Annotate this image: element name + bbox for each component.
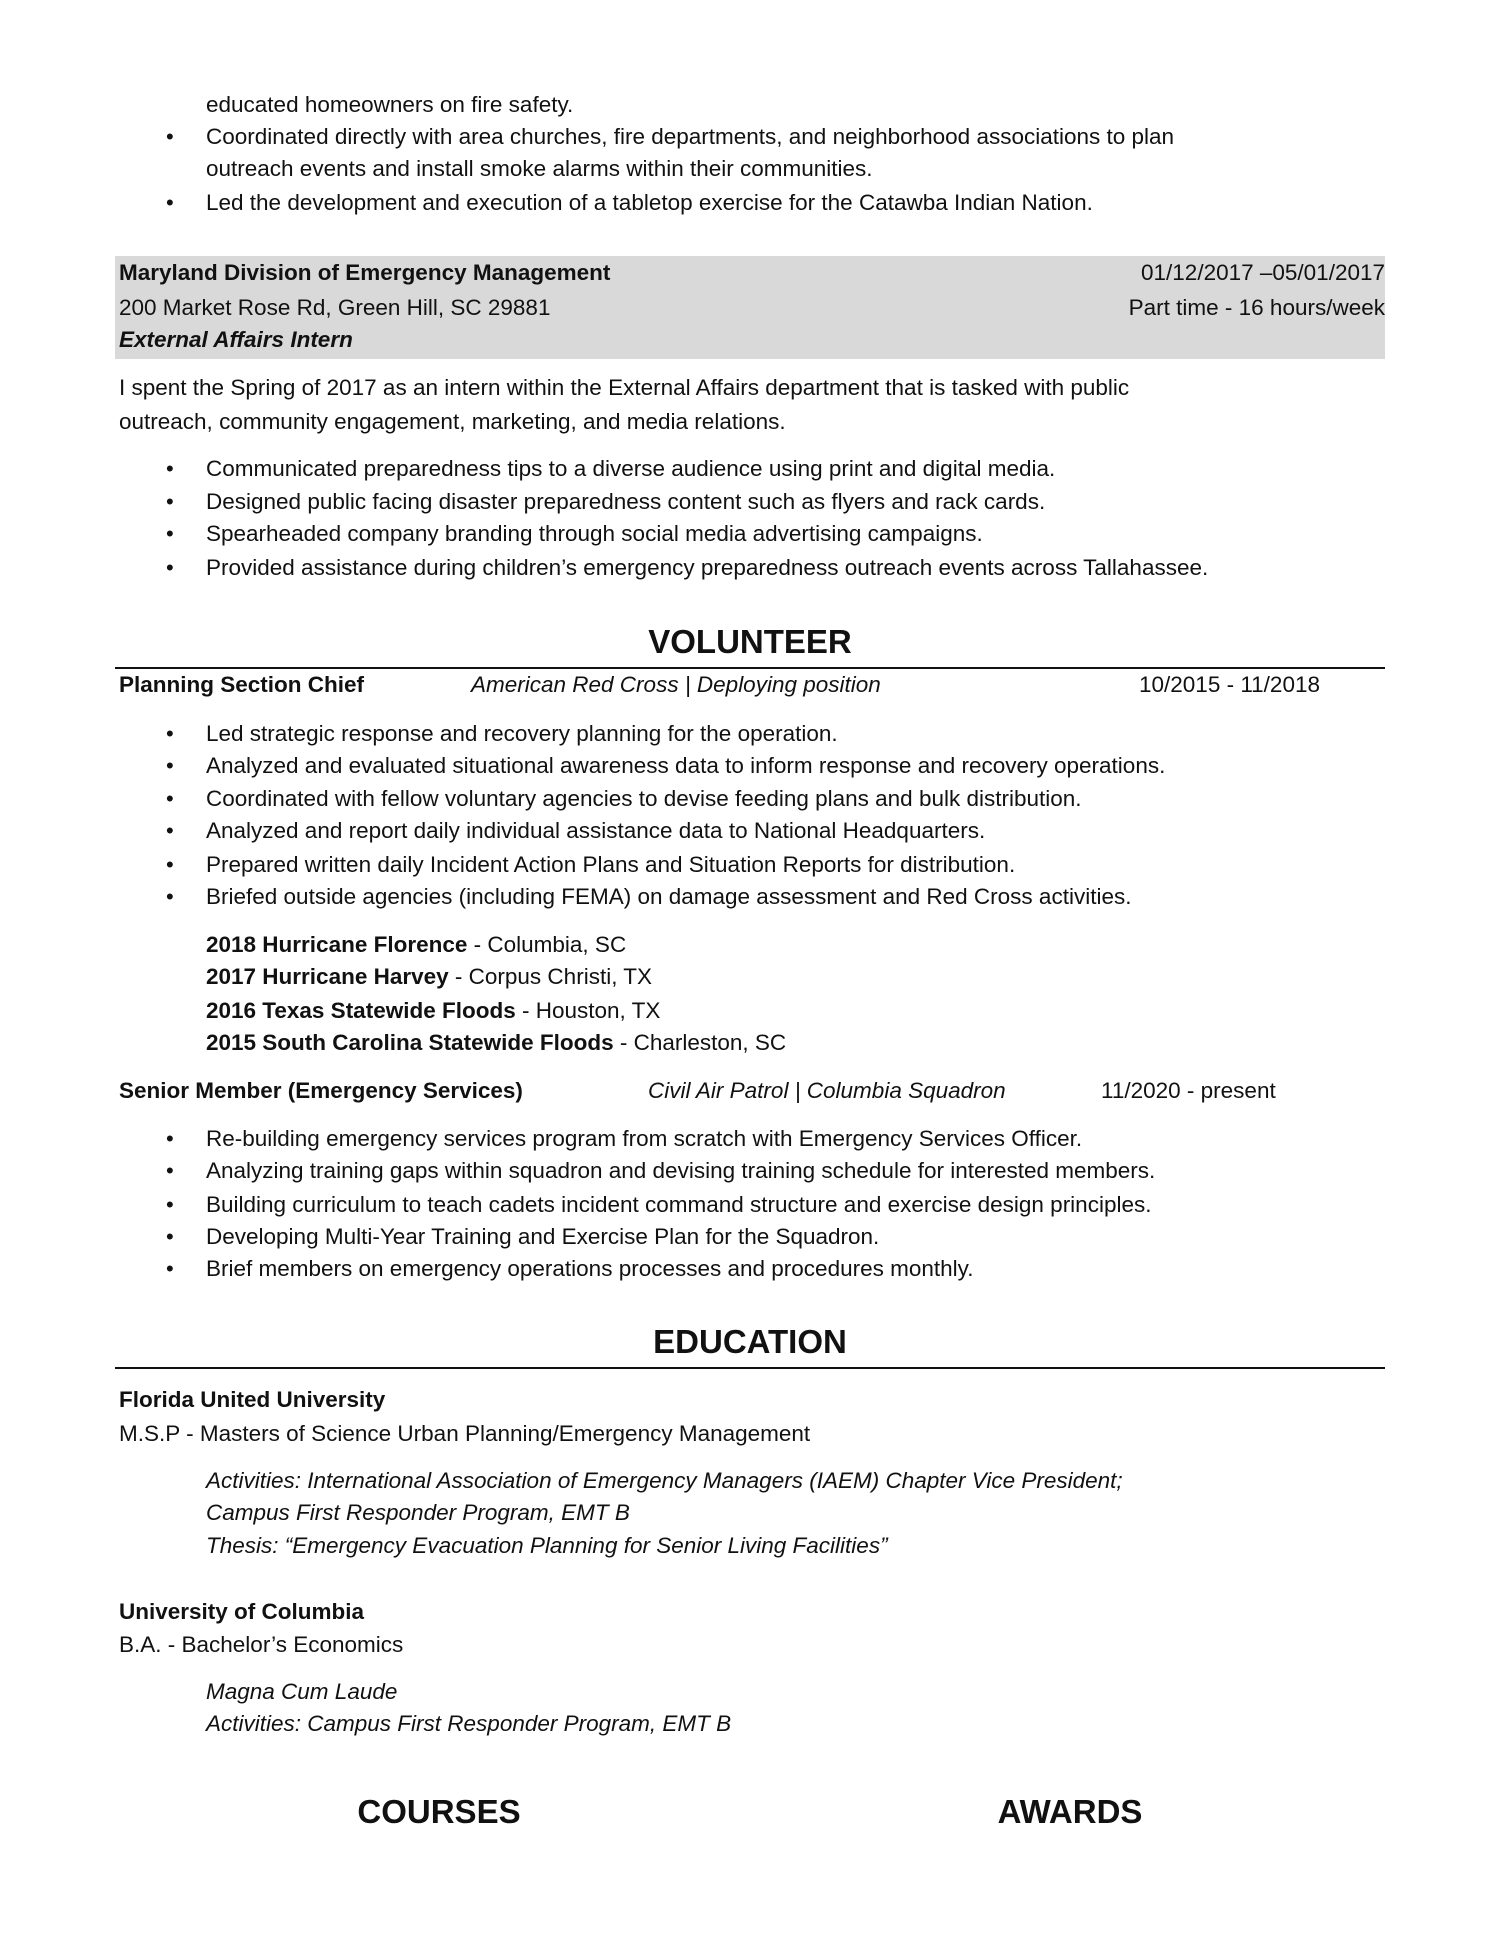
bullet-icon: •	[166, 190, 174, 215]
school-degree: B.A. - Bachelor’s Economics	[119, 1632, 404, 1657]
role-dates: 10/2015 - 11/2018	[1139, 672, 1320, 697]
bullet-text: Prepared written daily Incident Action Plans and Situation Reports for distribution.	[206, 852, 1016, 877]
job-title: External Affairs Intern	[119, 327, 353, 352]
job-dates: 01/12/2017 –05/01/2017	[1141, 260, 1385, 285]
school-name: Florida United University	[119, 1387, 386, 1412]
school-note: Activities: International Association of Emergency Managers (IAEM) Chapter Vice President;	[206, 1468, 1123, 1493]
role-org: Civil Air Patrol | Columbia Squadron	[648, 1078, 1006, 1103]
bullet-text: Coordinated directly with area churches, fire departments, and neighborhood associations to plan	[206, 124, 1175, 149]
school-note: Campus First Responder Program, EMT B	[206, 1500, 630, 1525]
bullet-icon: •	[166, 1158, 174, 1183]
deployment	[206, 1027, 786, 1059]
bullet-icon: •	[166, 786, 174, 811]
school-note: Activities: Campus First Responder Program, EMT B	[206, 1711, 732, 1736]
job-summary: I spent the Spring of 2017 as an intern within the External Affairs department that is tasked with public	[119, 375, 1130, 400]
bullet-icon: •	[166, 1192, 174, 1217]
bullet-text: Led strategic response and recovery planning for the operation.	[206, 721, 838, 746]
bullet-text: Led the development and execution of a tabletop exercise for the Catawba Indian Nation.	[206, 190, 1093, 215]
bullet-icon: •	[166, 884, 174, 909]
deployment-place: - Columbia, SC	[467, 932, 627, 957]
deployment-event: 2015 South Carolina Statewide Floods	[206, 1030, 614, 1055]
bullet-text: Spearheaded company branding through social media advertising campaigns.	[206, 521, 983, 546]
bullet-text: Provided assistance during children’s emergency preparedness outreach events across Tallahassee.	[206, 555, 1209, 580]
job-hours: Part time - 16 hours/week	[1128, 295, 1385, 320]
section-divider	[115, 1367, 1385, 1369]
job-org: Maryland Division of Emergency Management	[119, 260, 611, 285]
bullet-text: Developing Multi-Year Training and Exercise Plan for the Squadron.	[206, 1224, 880, 1249]
bullet-icon: •	[166, 818, 174, 843]
deployment-event: 2018 Hurricane Florence	[206, 932, 468, 957]
deployment	[206, 961, 652, 993]
bullet-text: Analyzed and report daily individual assistance data to National Headquarters.	[206, 818, 986, 843]
school-note: Magna Cum Laude	[206, 1679, 398, 1704]
bullet-icon: •	[166, 521, 174, 546]
bullet-icon: •	[166, 852, 174, 877]
section-heading-volunteer: VOLUNTEER	[648, 623, 852, 660]
job-summary: outreach, community engagement, marketing, and media relations.	[119, 409, 786, 434]
bullet-icon: •	[166, 1224, 174, 1249]
school-degree: M.S.P - Masters of Science Urban Planning/Emergency Management	[119, 1421, 811, 1446]
role-dates: 11/2020 - present	[1101, 1078, 1276, 1103]
bullet-text: Re-building emergency services program from scratch with Emergency Services Officer.	[206, 1126, 1083, 1151]
bullet-icon: •	[166, 489, 174, 514]
bullet-text: Coordinated with fellow voluntary agencies to devise feeding plans and bulk distribution.	[206, 786, 1082, 811]
deployment-place: - Charleston, SC	[613, 1030, 787, 1055]
school-note: Thesis: “Emergency Evacuation Planning for Senior Living Facilities”	[206, 1533, 888, 1558]
deployment	[206, 929, 626, 961]
bullet-icon: •	[166, 124, 174, 149]
deployment-event: 2016 Texas Statewide Floods	[206, 998, 516, 1023]
bullet-text: Communicated preparedness tips to a diverse audience using print and digital media.	[206, 456, 1056, 481]
role-org: American Red Cross | Deploying position	[471, 672, 881, 697]
section-heading-education: EDUCATION	[653, 1323, 847, 1360]
role-title: Senior Member (Emergency Services)	[119, 1078, 523, 1103]
bullet-icon: •	[166, 753, 174, 778]
bullet-text: Designed public facing disaster preparedness content such as flyers and rack cards.	[206, 489, 1046, 514]
bullet-icon: •	[166, 721, 174, 746]
deployment-place: - Houston, TX	[515, 998, 661, 1023]
section-heading-courses: COURSES	[357, 1793, 521, 1830]
bullet-text: Brief members on emergency operations processes and procedures monthly.	[206, 1256, 974, 1281]
bullet-icon: •	[166, 1126, 174, 1151]
deployment-place: - Corpus Christi, TX	[448, 964, 653, 989]
deployment-event: 2017 Hurricane Harvey	[206, 964, 449, 989]
bullet-text: Analyzing training gaps within squadron and devising training schedule for interested members.	[206, 1158, 1156, 1183]
bullet-icon: •	[166, 456, 174, 481]
school-name: University of Columbia	[119, 1599, 365, 1624]
bullet-text: Building curriculum to teach cadets incident command structure and exercise design principles.	[206, 1192, 1152, 1217]
bullet-continuation: educated homeowners on fire safety.	[206, 92, 574, 117]
role-title: Planning Section Chief	[119, 672, 365, 697]
bullet-icon: •	[166, 555, 174, 580]
bullet-text: Analyzed and evaluated situational awareness data to inform response and recovery operations.	[206, 753, 1166, 778]
bullet-text: outreach events and install smoke alarms within their communities.	[206, 156, 873, 181]
deployment	[206, 995, 660, 1027]
section-heading-awards: AWARDS	[997, 1793, 1143, 1830]
job-address: 200 Market Rose Rd, Green Hill, SC 29881	[119, 295, 551, 320]
bullet-text: Briefed outside agencies (including FEMA) on damage assessment and Red Cross activities.	[206, 884, 1132, 909]
bullet-icon: •	[166, 1256, 174, 1281]
